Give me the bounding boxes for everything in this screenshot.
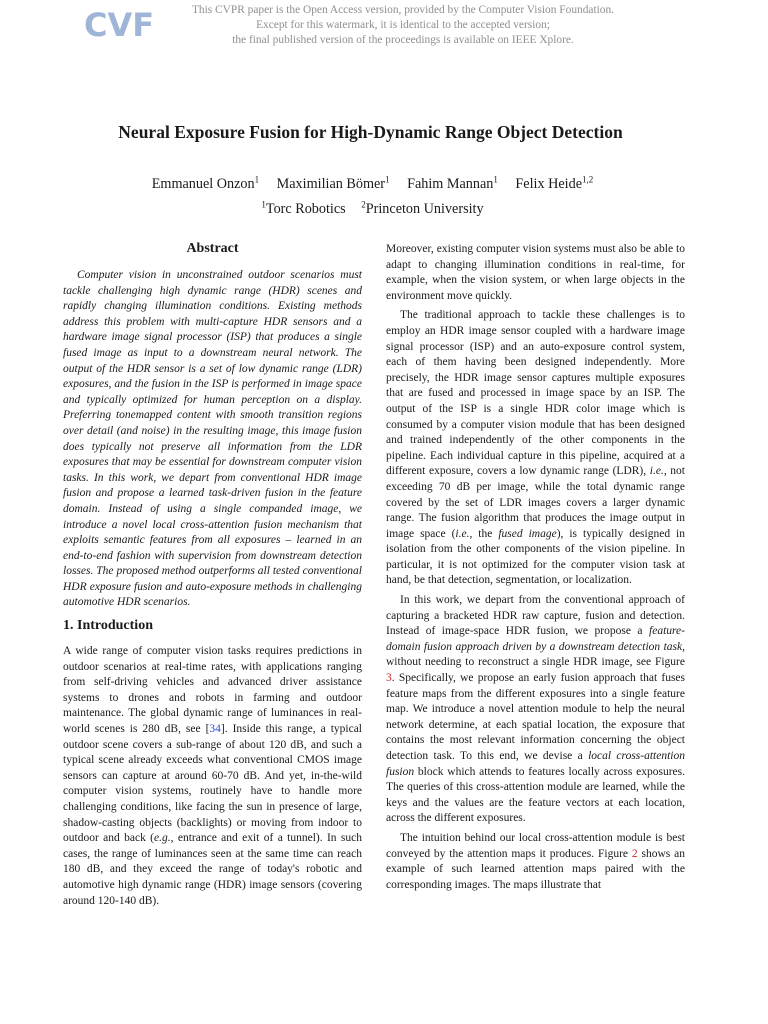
paper-title: Neural Exposure Fusion for High-Dynamic Range Object Detection xyxy=(118,122,623,142)
left-column xyxy=(63,240,362,913)
cvf-logo xyxy=(84,6,155,44)
paragraph: The traditional approach to tackle these challenges is to employ an HDR image sensor coupled with a hardware image signal processor (ISP) and an auto-exposure control system, each of them having been designed independently. More precisely, the HDR image sensor captures multiple exposures that are fused and processed in image space by an ISP. The output of the ISP is a single HDR color image which is consumed by a computer vision module that has been designed and trained independently of the other components in the pipeline. Each individual capture in this pipeline, acquired at a different exposure, covers a low dynamic range (LDR), i.e., not exceeding 70 dB per image, while the total dynamic range covered by the set of LDR images covers a larger dynamic range. The fusion algorithm that produces the image output in image space (i.e., the fused image), is typically designed in isolation from the other components of the vision pipeline. In particular, it is not optimized for the computer vision task at hand, be that detection, segmentation, or localization. xyxy=(386,309,685,587)
paragraph: A wide range of computer vision tasks requires predictions in outdoor scenarios at real-time rates, with applications ranging from self-driving vehicles and advanced driver assistance systems to drones and robots in farming and outdoor maintenance. The global dynamic range of luminances in real-world scenes is 280 dB, see [34]. Inside this range, a typical outdoor scene covers a sub-range of about 120 dB, and such a typical scene already exceeds what conventional CMOS image sensors can capture at around 60-70 dB. And yet, in-the-wild computer vision systems, routinely have to handle more challenging conditions, like facing the sun in presence of large, shadow-casting objects (backlights) or moving from indoor to outdoor and back (e.g., entrance and exit of a tunnel). In such cases, the range of luminances seen at the same time can reach 180 dB, and they exceed the range of today's robotic and automotive high dynamic range (HDR) image sensors (covering around 120-140 dB). xyxy=(63,645,362,907)
watermark-line: Except for this watermark, it is identical to the accepted version; xyxy=(256,19,550,31)
author-block xyxy=(0,169,745,220)
right-column xyxy=(386,242,685,897)
watermark-notice xyxy=(160,3,646,48)
watermark-line: This CVPR paper is the Open Access version, provided by the Computer Vision Foundation. xyxy=(191,4,615,16)
paragraph: In this work, we depart from the conventional approach of capturing a bracketed HDR raw capture, fusion and detection. Instead of image-space HDR fusion, we propose a feature-domain fusion approach driven by a downstream detection task, without needing to reconstruct a single HDR image, see Figure 3. Specifically, we propose an early fusion approach that fuses feature maps from the different exposures into a single feature map. We introduce a novel attention module to help the neural network determine, at each spatial location, the exposure that contains the most relevant information concerning the object detection task. To this end, we devise a local cross-attention fusion block which attends to features locally across exposures. The queries of this cross-attention module are learned, while the keys and the values are the feature vectors at each location, across the different exposures. xyxy=(386,594,685,825)
abstract-body xyxy=(63,268,362,611)
citation-link[interactable]: 34 xyxy=(209,723,221,736)
abstract-heading: Abstract xyxy=(186,241,239,256)
paragraph: Moreover, existing computer vision systems must also be able to adapt to changing illumination conditions in real-time, for example, when the vision system, or when large objects in the environment move quickly. xyxy=(386,243,685,302)
author: Fahim Mannan$^1$ xyxy=(407,174,498,192)
author: Maximilian Bömer$^1$ xyxy=(276,174,390,192)
author: Emmanuel Onzon$^1$ xyxy=(151,174,260,192)
section-heading: 1. Introduction xyxy=(63,618,153,634)
figure-link[interactable]: 3 xyxy=(386,672,392,685)
watermark-line: the final published version of the proceedings is available on IEEE Xplore. xyxy=(232,34,574,46)
figure-link[interactable]: 2 xyxy=(631,847,638,860)
author: Felix Heide$^{1,2}$ xyxy=(515,174,594,192)
paragraph: The intuition behind our local cross-attention module is best conveyed by the attention maps it produces. Figure 2 shows an example of such learned attention maps paired with the corresponding images. The maps illustrate that xyxy=(386,831,685,891)
affiliation: $^1$Torc Robotics xyxy=(261,199,346,218)
abstract-text: Computer vision in unconstrained outdoor scenarios must tackle challenging high dynamic range (HDR) scenes and rapidly changing illumination conditions. Existing methods address this problem with multi-capture HDR sensors and a hardware image signal processor (ISP) that produces a single fused image as input to a downstream neural network. The output of the HDR sensor is a set of low dynamic range (LDR) exposures, and the fusion in the ISP is performed in image space and typically optimized for human perception on a display. Preferring tonemapped content with smooth transition regions over detail (and noise) in the resulting image, this image fusion does typically not preserve all information from the LDR exposures that may be essential for downstream computer vision tasks. In this work, we depart from conventional HDR image fusion and propose a learned task-driven fusion in the feature domain. Instead of using a single companded image, we introduce a novel local cross-attention fusion mechanism that exploits semantic features from all exposures – learned in an end-to-end fashion with supervision from downstream detection losses. The proposed method outperforms all tested conventional HDR exposure fusion and auto-exposure methods in challenging automotive HDR scenarios. xyxy=(63,269,362,609)
author-list xyxy=(0,169,745,195)
cvf-logo-text: CVF xyxy=(84,6,155,44)
affiliation-list xyxy=(0,195,745,221)
affiliation: $^2$Princeton University xyxy=(361,199,484,218)
